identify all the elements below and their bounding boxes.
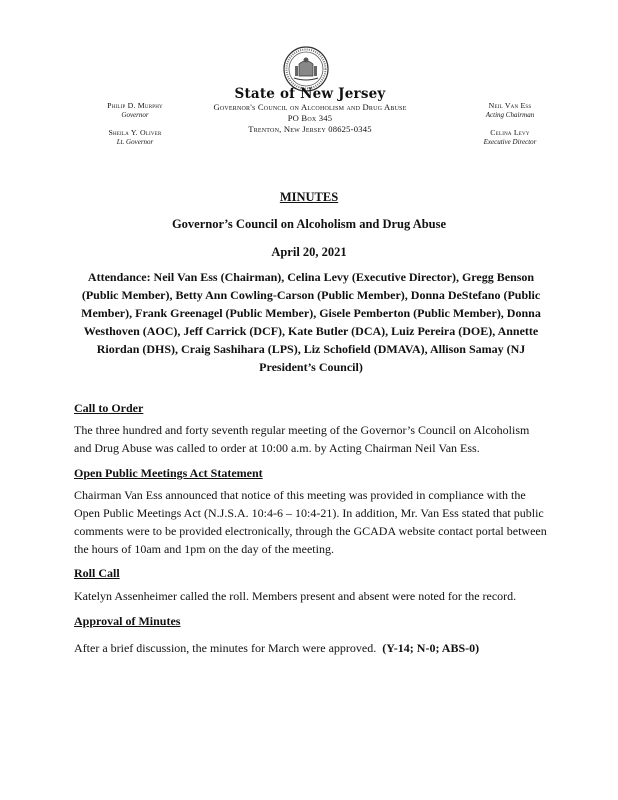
heading-call-to-order: Call to Order [74,401,144,415]
po-box: PO Box 345 [287,113,333,123]
document-title: MINUTES [279,190,339,204]
city-address: Trenton, New Jersey 08625-0345 [248,124,372,134]
council-name: Governor’s Council on Alcoholism and Drug Abuse [171,217,447,231]
lt-governor-name: Sheila Y. Oliver [108,128,162,137]
heading-open-public-meetings: Open Public Meetings Act Statement [74,466,263,480]
meeting-date: April 20, 2021 [271,245,347,259]
state-name: State of New Jersey [234,86,386,102]
text-call-to-order: The three hundred and forty seventh regular meeting of the Governor’s Council on Alcoholism and Drug Abuse was called to order at 10:00 a.m. by Acting Chairman Neil Van Ess. [74,423,530,455]
letterhead-left [80,101,190,147]
vote-tally: (Y-14; N-0; ABS-0) [382,641,480,655]
letterhead-right [462,101,558,147]
text-roll-call: Katelyn Assenheimer called the roll. Members present and absent were noted for the record. [74,589,517,603]
chairman-role: Acting Chairman [485,111,535,119]
text-open-public-meetings: Chairman Van Ess announced that notice of this meeting was provided in compliance with the Open Public Meetings Act (N.J.S.A. 10:4-6 – 10:4-21). In addition, Mr. Van Ess stated that public comments were to be provided electronically, through the GCADA website contact portal between the hours of 10am and 1pm on the day of the meeting. [74,488,547,556]
letterhead-center [190,86,430,135]
lt-governor-role: Lt. Governor [116,138,154,146]
approval-text: After a brief discussion, the minutes for March were approved. [74,641,377,655]
agency-name: Governor's Council on Alcoholism and Drug Abuse [213,102,407,112]
heading-roll-call: Roll Call [74,566,120,580]
governor-role: Governor [121,111,149,119]
governor-name: Philip D. Murphy [107,101,163,110]
director-name: Celina Levy [490,128,530,137]
attendance-list: Attendance: Neil Van Ess (Chairman), Celina Levy (Executive Director), Gregg Benson (Public Member), Betty Ann Cowling-Carson (Public Member), Donna DeStefano (Public Member), Frank Greenagel (Public Member), Gisele Pemberton (Public Member), Donna Westhoven (AOC), Jeff Carrick (DCF), Kate Butler (DCA), Luiz Pereira (DOE), Annette Riordan (DHS), Craig Sashihara (LPS), Liz Schofield (DMAVA), Allison Samay (NJ President’s Council) [81,270,541,374]
text-approval-of-minutes [74,639,548,657]
director-role: Executive Director [483,138,537,146]
chairman-name: Neil Van Ess [488,101,532,110]
heading-approval-of-minutes: Approval of Minutes [74,614,181,628]
